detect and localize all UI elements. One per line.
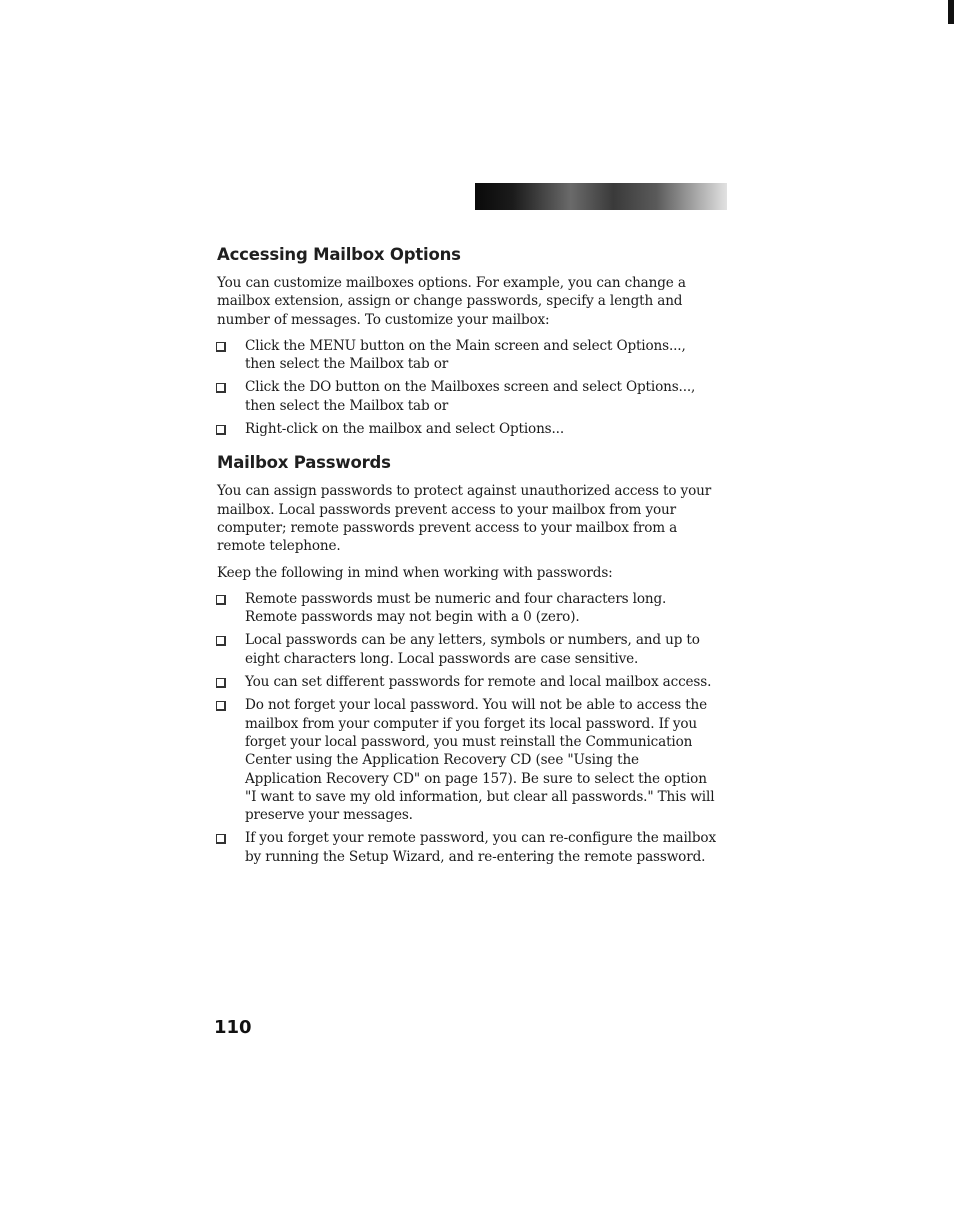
checkbox-bullet-icon xyxy=(216,383,226,393)
list-item: Do not forget your local password. You will not be able to access the mailbox from your computer if you forget its local password. If you forget your local password, you must reinstall the Communication Center using the Application Recovery CD (see "Using the Application Recovery CD" on page 157). Be sure to select the option "I want to save my old information, but clear all passwords." This will preserve your messages. xyxy=(217,696,717,824)
list-item: Right-click on the mailbox and select Options... xyxy=(217,420,717,438)
chapter-header-bar xyxy=(475,183,727,210)
list-item: Click the DO button on the Mailboxes screen and select Options..., then select the Mailbox tab or xyxy=(217,378,717,415)
list-item: Remote passwords must be numeric and four characters long. Remote passwords may not begin with a 0 (zero). xyxy=(217,590,717,627)
checkbox-bullet-icon xyxy=(216,678,226,688)
page-content xyxy=(217,244,717,871)
list-item: Local passwords can be any letters, symbols or numbers, and up to eight characters long. Local passwords are case sensitive. xyxy=(217,631,717,668)
page-edge-mark xyxy=(948,0,954,24)
password-notes-list xyxy=(217,590,717,866)
options-access-list xyxy=(217,337,717,438)
checkbox-bullet-icon xyxy=(216,834,226,844)
checkbox-bullet-icon xyxy=(216,636,226,646)
list-item: If you forget your remote password, you can re-configure the mailbox by running the Setup Wizard, and re-entering the remote password. xyxy=(217,829,717,866)
checkbox-bullet-icon xyxy=(216,701,226,711)
paragraph-keep-in-mind: Keep the following in mind when working with passwords: xyxy=(217,564,613,581)
page-number: 110 xyxy=(214,1017,252,1038)
list-item: Click the MENU button on the Main screen and select Options..., then select the Mailbox tab or xyxy=(217,337,717,374)
checkbox-bullet-icon xyxy=(216,342,226,352)
paragraph-passwords-intro: You can assign passwords to protect against unauthorized access to your mailbox. Local passwords prevent access to your mailbox from your computer; remote passwords prevent access to your mailbox from a remote telephone. xyxy=(217,483,712,555)
checkbox-bullet-icon xyxy=(216,595,226,605)
paragraph-intro: You can customize mailboxes options. For example, you can change a mailbox extension, assign or change passwords, specify a length and number of messages. To customize your mailbox: xyxy=(217,275,686,328)
checkbox-bullet-icon xyxy=(216,425,226,435)
heading-accessing-mailbox-options: Accessing Mailbox Options xyxy=(217,245,461,264)
list-item: You can set different passwords for remote and local mailbox access. xyxy=(217,673,717,691)
heading-mailbox-passwords: Mailbox Passwords xyxy=(217,453,391,473)
